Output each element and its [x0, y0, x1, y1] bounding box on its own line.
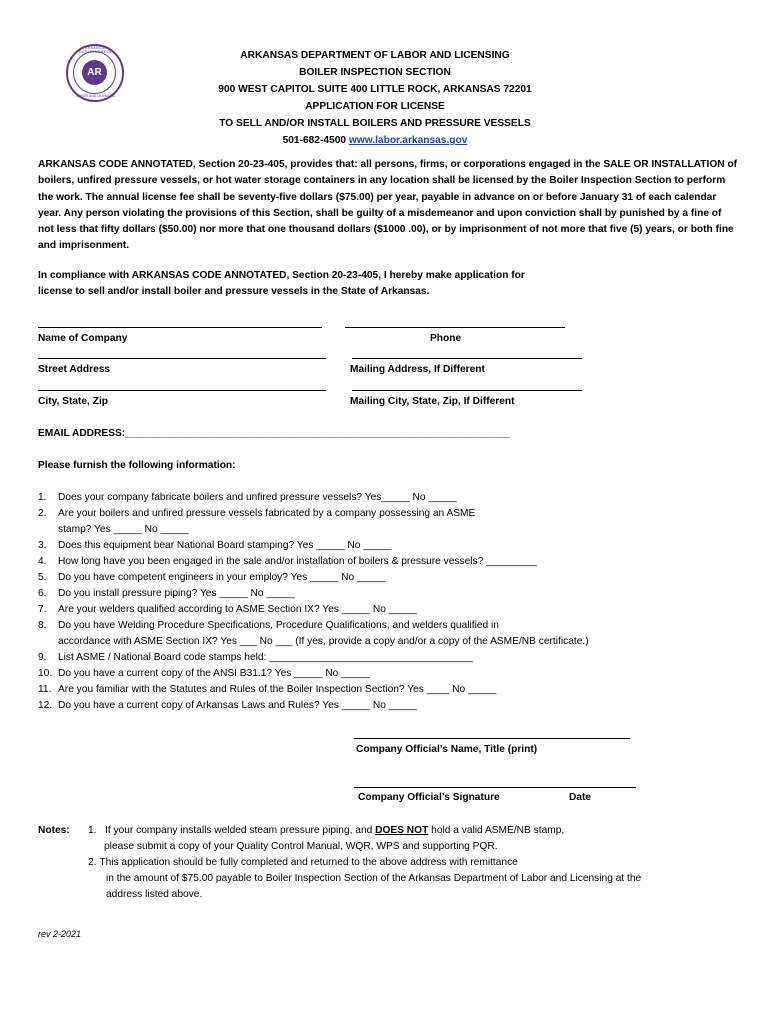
official-name-field[interactable]	[354, 738, 630, 739]
question-3[interactable]: 3. Does this equipment bear National Board stamping? Yes _____ No _____	[38, 540, 392, 551]
statute-paragraph: ARKANSAS CODE ANNOTATED, Section 20-23-405, provides that: all persons, firms, or corporations engaged in the SALE OR INSTALLATION of boilers, unfired pressure vessels, or hot water storage containers in any location shall be licensed by the Boiler Inspection Section to perform the work. The annual license fee shall be seventy-five dollars ($75.00) per year, payable in advance on or before January 31 of each calendar year. Any person violating the provisions of this Section, shall be guilty of a misdemeanor and upon conviction shall by punished by a fine of not less that fifty dollars ($50.00) nor more that one thousand dollars ($1000 .00), or by imprisonment of not more that five (5) years, or both fine and imprisonment.	[38, 159, 738, 252]
notes-label: Notes:	[38, 825, 70, 836]
seal-ring-text-bottom: LABOR AND LICENSING	[76, 94, 116, 98]
header-contact	[190, 132, 560, 149]
city-state-zip-field[interactable]	[38, 390, 326, 391]
mailing-city-label: Mailing City, State, Zip, If Different	[350, 396, 515, 407]
header-title: APPLICATION FOR LICENSE	[305, 101, 445, 112]
street-address-label: Street Address	[38, 364, 111, 375]
compliance-line-2: license to sell and/or install boiler and pressure vessels in the State of Arkansas.	[38, 286, 430, 298]
company-name-field[interactable]	[38, 327, 322, 328]
question-11[interactable]: 11. Are you familiar with the Statutes and Rules of the Boiler Inspection Section? Yes ____ No _____	[38, 684, 497, 695]
compliance-line-1: In compliance with ARKANSAS CODE ANNOTATED, Section 20-23-405, I hereby make application for	[38, 270, 525, 281]
question-5[interactable]: 5. Do you have competent engineers in your employ? Yes _____ No _____	[38, 572, 386, 583]
note-1-continued: please submit a copy of your Quality Control Manual, WQR, WPS and supporting PQR.	[104, 841, 498, 852]
header-department: ARKANSAS DEPARTMENT OF LABOR AND LICENSING	[240, 50, 510, 61]
header-phone: 501-682-4500	[282, 135, 347, 146]
company-name-label: Name of Company	[38, 333, 128, 344]
seal-emblem: AR	[82, 60, 107, 85]
question-2-continued[interactable]: stamp? Yes _____ No _____	[58, 524, 189, 535]
header-subtitle: TO SELL AND/OR INSTALL BOILERS AND PRESSURE VESSELS	[219, 118, 531, 129]
website-link[interactable]: www.labor.arkansas.gov	[348, 135, 468, 146]
question-7[interactable]: 7. Are your welders qualified according to ASME Section IX? Yes _____ No _____	[38, 604, 418, 615]
note-2-line-3: address listed above.	[106, 889, 203, 900]
question-4[interactable]: 4. How long have you been engaged in the sale and/or installation of boilers & pressure vessels? _________	[38, 556, 538, 567]
question-1[interactable]: 1. Does your company fabricate boilers and unfired pressure vessels? Yes_____ No _____	[38, 492, 457, 503]
does-not-emphasis: DOES NOT	[375, 825, 429, 836]
question-8-continued[interactable]: accordance with ASME Section IX? Yes ___ No ___ (If yes, provide a copy and/or a copy of the ASME/NB certificate.)	[58, 636, 589, 647]
email-address-field[interactable]: EMAIL ADDRESS:____________________________________________________________________	[38, 428, 511, 439]
question-6[interactable]: 6. Do you install pressure piping? Yes _____ No _____	[38, 588, 295, 599]
header-address: 900 WEST CAPITOL SUITE 400 LITTLE ROCK, ARKANSAS 72201	[218, 84, 532, 95]
note-1: 1. If your company installs welded steam pressure piping, and DOES NOT hold a valid ASME/NB stamp,	[88, 825, 565, 836]
questions-title: Please furnish the following information:	[38, 460, 236, 471]
question-2[interactable]: 2. Are your boilers and unfired pressure vessels fabricated by a company possessing an ASME	[38, 508, 476, 519]
official-signature-label: Company Official’s Signature	[358, 792, 500, 803]
date-label: Date	[569, 792, 592, 803]
official-name-label: Company Official’s Name, Title (print)	[356, 744, 538, 755]
department-seal-logo	[66, 44, 124, 102]
official-signature-field[interactable]	[354, 787, 636, 788]
note-2-line-2: in the amount of $75.00 payable to Boiler Inspection Section of the Arkansas Department of Labor and Licensing at the	[106, 873, 642, 884]
header-section: BOILER INSPECTION SECTION	[299, 67, 451, 78]
compliance-paragraph	[38, 268, 738, 301]
question-9[interactable]: 9. List ASME / National Board code stamps held: ____________________________________	[38, 652, 474, 663]
question-8[interactable]: 8. Do you have Welding Procedure Specifications, Procedure Qualifications, and welders qualified in	[38, 620, 499, 631]
street-address-field[interactable]	[38, 358, 326, 359]
phone-label: Phone	[430, 333, 462, 344]
mailing-address-label: Mailing Address, If Different	[350, 364, 485, 375]
mailing-address-field[interactable]	[352, 358, 582, 359]
seal-ring-text-top: ARKANSAS DEPARTMENT OF	[79, 46, 113, 54]
question-10[interactable]: 10. Do you have a current copy of the ANSI B31.1? Yes _____ No _____	[38, 668, 370, 679]
revision-label: rev 2-2021	[38, 929, 82, 939]
note-2: 2. This application should be fully completed and returned to the above address with remittance	[88, 857, 518, 868]
mailing-city-field[interactable]	[352, 390, 582, 391]
question-12[interactable]: 12. Do you have a current copy of Arkansas Laws and Rules? Yes _____ No _____	[38, 700, 418, 711]
phone-field[interactable]	[345, 327, 565, 328]
city-state-zip-label: City, State, Zip	[38, 396, 108, 407]
document-header	[190, 47, 560, 149]
